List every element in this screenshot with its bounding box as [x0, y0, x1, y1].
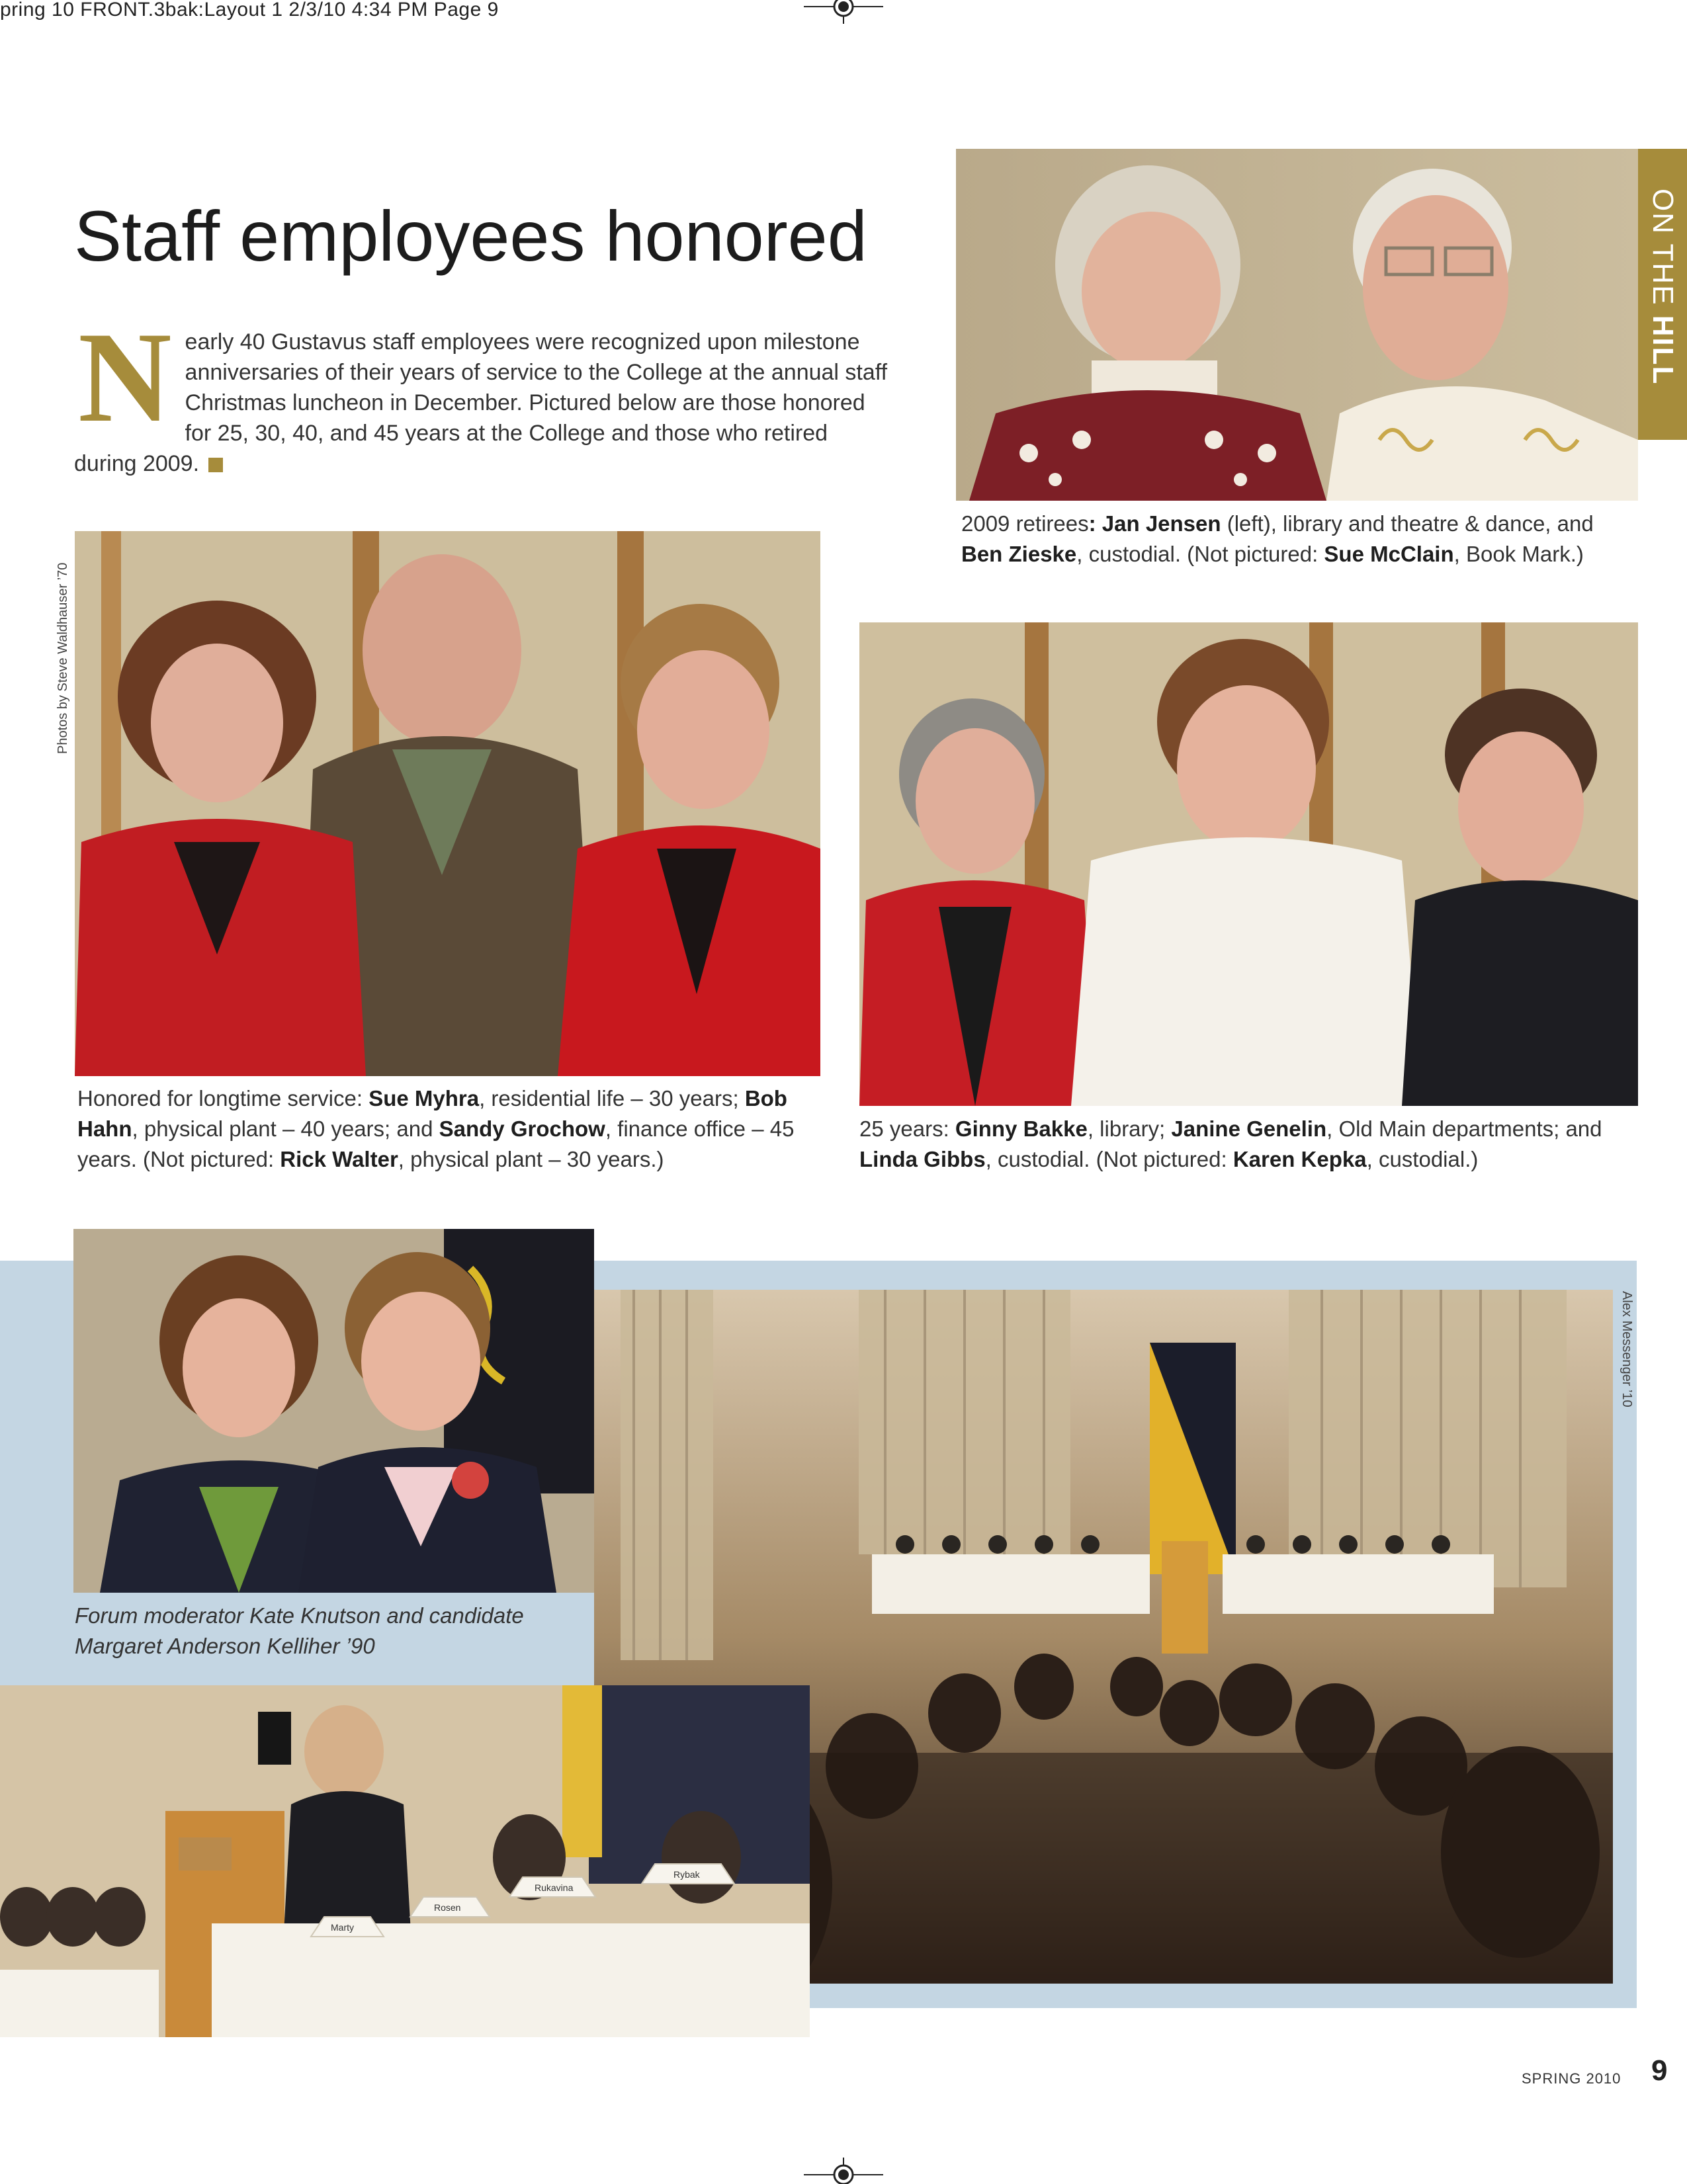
caption-longtime-name: Sandy Grochow — [439, 1116, 605, 1141]
caption-longtime-name: Bob Hahn — [77, 1086, 787, 1141]
caption-longtime-service — [77, 1083, 822, 1175]
slug-line: pring 10 FRONT.3bak:Layout 1 2/3/10 4:34 PM Page 9 — [0, 0, 499, 21]
photo-retirees — [956, 149, 1638, 501]
footer-issue: SPRING 2010 — [1522, 2070, 1622, 2087]
caption-25-name: Linda Gibbs — [859, 1147, 986, 1171]
photo-moderator-candidate — [73, 1229, 594, 1593]
photo-longtime-service — [75, 531, 820, 1076]
registration-mark-bottom — [804, 2158, 883, 2184]
intro-paragraph — [74, 306, 894, 479]
nameplate-3: Rukavina — [535, 1882, 574, 1893]
caption-longtime-part: , physical plant – 30 years.) — [398, 1147, 664, 1171]
caption-25-years — [859, 1114, 1638, 1175]
caption-retirees-part: , Book Mark.) — [1453, 542, 1584, 566]
nameplate-1: Marty — [331, 1922, 354, 1933]
drop-cap: N — [78, 306, 172, 449]
caption-retirees — [961, 509, 1623, 569]
caption-25-part: , Old Main departments; and — [1326, 1116, 1602, 1141]
caption-longtime-part: , physical plant – 40 years; and — [132, 1116, 439, 1141]
page-number: 9 — [1651, 2054, 1668, 2087]
caption-longtime-part: Honored for longtime service: — [77, 1086, 369, 1111]
end-mark — [208, 458, 223, 472]
section-tab — [1638, 149, 1687, 440]
caption-25-part: , custodial. (Not pictured: — [985, 1147, 1233, 1171]
caption-retirees-part: (left), library and theatre & dance, and — [1221, 511, 1594, 536]
caption-longtime-name: Rick Walter — [280, 1147, 398, 1171]
caption-25-name: Karen Kepka — [1233, 1147, 1367, 1171]
photo-speaker-podium — [0, 1685, 810, 2037]
caption-25-part: 25 years: — [859, 1116, 955, 1141]
caption-retirees-name: Ben Zieske — [961, 542, 1077, 566]
photo-25-years — [859, 622, 1638, 1106]
registration-mark-top — [804, 0, 883, 24]
section-tab-bold: HILL — [1647, 315, 1679, 386]
caption-longtime-part: , residential life – 30 years; — [479, 1086, 745, 1111]
section-tab-prefix: ON THE — [1647, 189, 1679, 315]
nameplate-4: Rybak — [673, 1869, 700, 1880]
caption-25-name: Janine Genelin — [1171, 1116, 1327, 1141]
caption-25-part: , library; — [1087, 1116, 1172, 1141]
caption-longtime-name: Sue Myhra — [368, 1086, 480, 1111]
credit-forum-photos: Alex Messenger ’10 — [1620, 1291, 1634, 1407]
credit-staff-photos: Photos by Steve Waldhauser ’70 — [56, 562, 70, 754]
caption-retirees-part: 2009 retirees — [961, 511, 1089, 536]
caption-25-part: , custodial.) — [1366, 1147, 1479, 1171]
caption-forum: Forum moderator Kate Knutson and candidate Margaret Anderson Kelliher ’90 — [75, 1603, 524, 1658]
caption-retirees-name: : Jan Jensen — [1088, 511, 1221, 536]
caption-retirees-part: , custodial. (Not pictured: — [1076, 542, 1324, 566]
caption-retirees-name: Sue McClain — [1324, 542, 1454, 566]
caption-25-name: Ginny Bakke — [955, 1116, 1088, 1141]
page-title: Staff employees honored — [74, 196, 867, 276]
nameplate-2: Rosen — [434, 1902, 461, 1913]
intro-text: early 40 Gustavus staff employees were recognized upon milestone anniversaries of their years of service to the College at the annual staff Christmas luncheon in December. Pictured below are those honored for 25, 30, 40, and 45 years at the College and those who retired during 2009. — [74, 329, 888, 476]
caption-longtime-part: , finance office – 45 years. (Not pictured: — [77, 1116, 795, 1171]
